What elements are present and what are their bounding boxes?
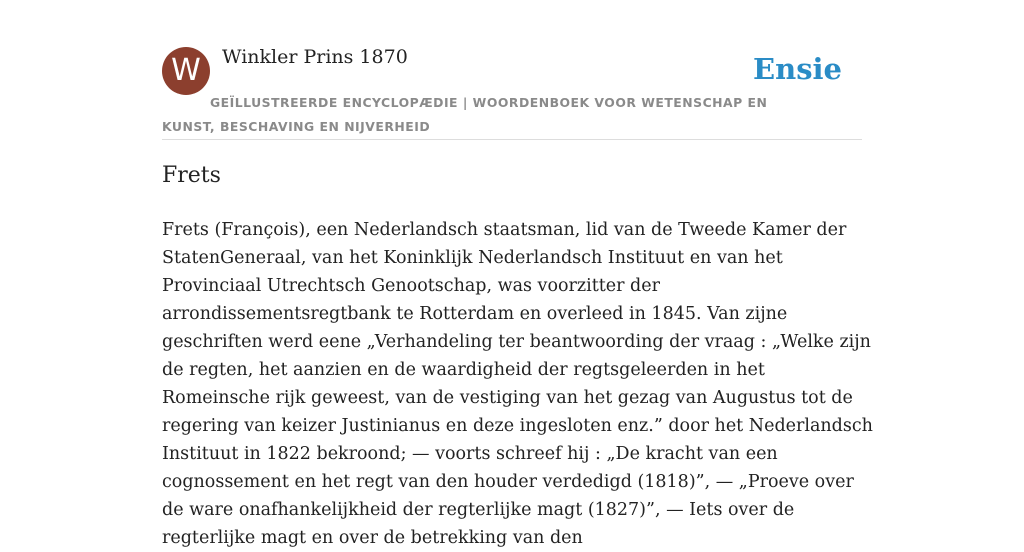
brand-logo[interactable]: Ensie <box>753 52 842 86</box>
source-subtitle: GEÏLLUSTREERDE ENCYCLOPÆDIE | WOORDENBOEK VOOR WETENSCHAP EN KUNST, BESCHAVING EN NIJVERHEID <box>162 95 768 134</box>
source-title[interactable]: Winkler Prins 1870 <box>222 46 408 68</box>
header-divider <box>162 139 862 140</box>
article-title: Frets <box>162 163 221 188</box>
source-avatar[interactable]: W <box>162 47 210 95</box>
article-body: Frets (François), een Nederlandsch staatsman, lid van de Tweede Kamer der StatenGeneraal, van het Koninklijk Nederlandsch Instituut en van het Provinciaal Utrechtsch Genootschap, was voorzitter der arrondissementsregtbank te Rotterdam en overleed in 1845. Van zijne geschriften werd eene „Verhandeling ter beantwoording der vraag : „Welke zijn de regten, het aanzien en de waardigheid der regtsgeleerden in het Romeinsche rijk geweest, van de vestiging van het gezag van Augustus tot de regering van keizer Justinianus en deze ingesloten enz.” door het Nederlandsch Instituut in 1822 bekroond; — voorts schreef hij : „De kracht van een cognossement en het regt van den houder verdedigd (1818)”, — „Proeve over de ware onafhankelijkheid der regterlijke magt (1827)”, — Iets over de regterlijke magt en over de betrekking van den <box>162 220 873 548</box>
